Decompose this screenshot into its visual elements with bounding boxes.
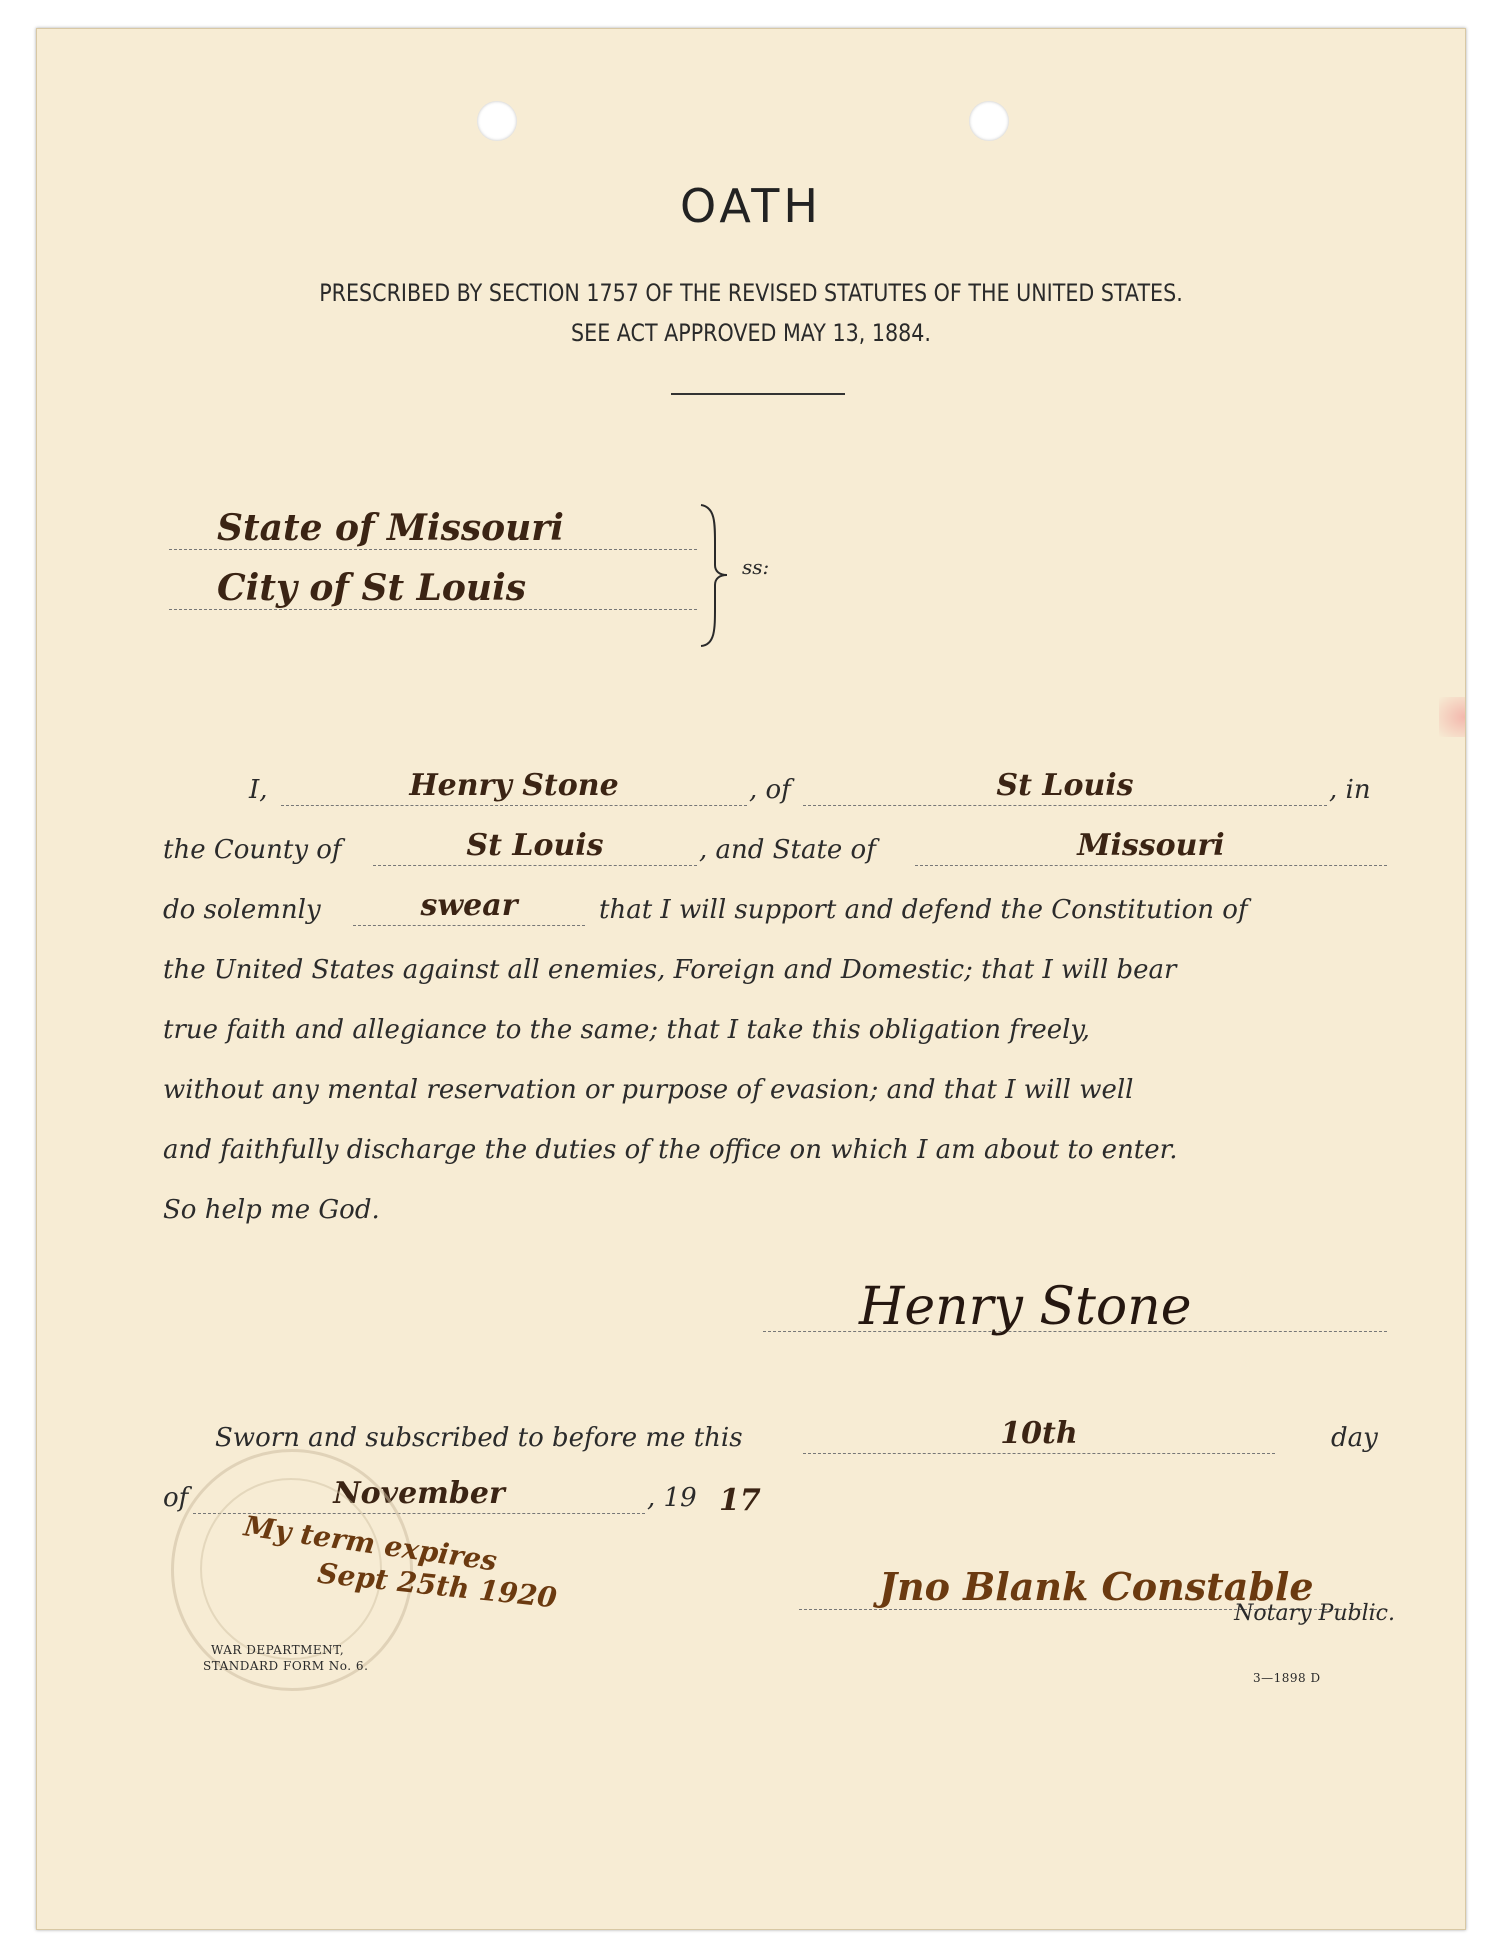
oath-verb-field xyxy=(353,888,585,926)
venue-city-handwritten: City of St Louis xyxy=(217,567,527,609)
stain-mark xyxy=(1439,697,1465,737)
oath-line-4: the United States against all enemies, Foreign and Domestic; that I will bear xyxy=(163,955,1177,985)
oath-line-3 xyxy=(163,888,1387,935)
notary-term-handwritten-1: My term expires xyxy=(241,1509,500,1578)
oath-line-7: and faithfully discharge the duties of the office on which I am about to enter. xyxy=(163,1135,1178,1165)
oath-verb-handwritten: swear xyxy=(420,888,518,923)
oath-county-handwritten: St Louis xyxy=(466,828,604,863)
oath-of-place-handwritten: St Louis xyxy=(996,768,1134,803)
jurat-sworn-label: Sworn and subscribed to before me this xyxy=(215,1423,743,1453)
oath-line-6: without any mental reservation or purpose of evasion; and that I will well xyxy=(163,1075,1134,1105)
jurat-year-prefix: , 19 xyxy=(647,1483,697,1513)
oath-line-2 xyxy=(163,828,1387,875)
notary-signature: Jno Blank Constable xyxy=(879,1564,1314,1609)
form-title: OATH xyxy=(680,179,822,233)
affiant-signature: Henry Stone xyxy=(859,1277,1192,1337)
oath-state-handwritten: Missouri xyxy=(1077,828,1225,863)
oath-i-label: I, xyxy=(249,775,268,805)
oath-of-place-field xyxy=(803,768,1327,806)
notary-term-handwritten-2: Sept 25th 1920 xyxy=(315,1556,559,1615)
oath-county-field xyxy=(373,828,697,866)
venue-brace xyxy=(697,503,731,648)
punch-hole-right xyxy=(969,101,1009,141)
affiant-signature-line xyxy=(763,1277,1387,1337)
footer-department: WAR DEPARTMENT, xyxy=(211,1643,345,1657)
jurat-of-label: of xyxy=(163,1483,189,1513)
jurat-day-handwritten: 10th xyxy=(1000,1416,1078,1451)
oath-line-1 xyxy=(163,768,1387,815)
footer-form-number: STANDARD FORM No. 6. xyxy=(203,1659,369,1673)
oath-county-label: the County of xyxy=(163,835,342,865)
jurat-year-handwritten: 17 xyxy=(719,1483,761,1518)
jurat-day-label: day xyxy=(1331,1423,1378,1453)
form-subtitle-act: SEE ACT APPROVED MAY 13, 1884. xyxy=(571,319,931,347)
oath-solemnly-label: do solemnly xyxy=(163,895,321,925)
oath-in-label: , in xyxy=(1329,775,1371,805)
oath-name-handwritten: Henry Stone xyxy=(409,768,619,803)
oath-line-8: So help me God. xyxy=(163,1195,380,1225)
oath-state-label: , and State of xyxy=(699,835,876,865)
oath-line-5: true faith and allegiance to the same; that I take this obligation freely, xyxy=(163,1015,1090,1045)
venue-city-line xyxy=(169,569,697,610)
oath-name-field xyxy=(281,768,747,806)
notary-public-label: Notary Public. xyxy=(1234,1601,1395,1626)
footer-print-code: 3—1898 D xyxy=(1253,1671,1321,1685)
jurat-day-field xyxy=(803,1416,1275,1454)
jurat-month-handwritten: November xyxy=(333,1476,505,1511)
venue-ss: ss: xyxy=(742,555,770,579)
jurat-line-1 xyxy=(163,1416,1387,1463)
form-subtitle-statute: PRESCRIBED BY SECTION 1757 OF THE REVISED STATUTES OF THE UNITED STATES. xyxy=(319,279,1183,307)
oath-of-label: , of xyxy=(749,775,791,805)
oath-state-field xyxy=(915,828,1387,866)
punch-hole-left xyxy=(477,101,517,141)
title-divider xyxy=(671,393,845,395)
oath-line-3-text: that I will support and defend the Constitution of xyxy=(599,895,1248,925)
venue-state-line xyxy=(169,509,697,550)
document-sheet xyxy=(36,28,1466,1930)
venue-state-handwritten: State of Missouri xyxy=(217,507,564,549)
